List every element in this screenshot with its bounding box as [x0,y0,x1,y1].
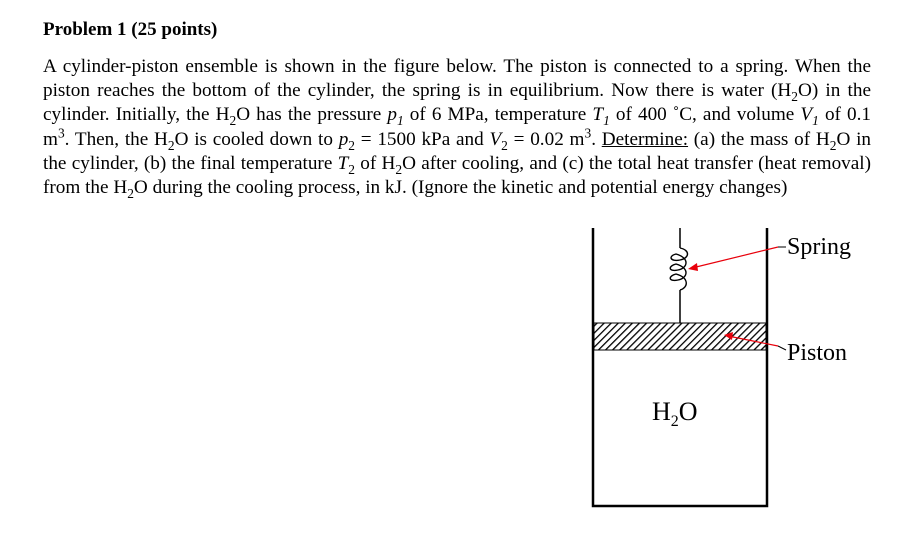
problem-statement: A cylinder-piston ensemble is shown in the figure below. The piston is connected to a spring. When the piston reaches the bottom of the cylinder, the spring is in equilibrium. Now there is water $(H_2O)$ in the cylinder. Initially, the $H_2O$ has the pressure $p_1$ of 6 MPa, temperature $T_1$ of 400 ˚C, and volume $V_1$ of 0.1 $m^3$. Then, the $H_2O$ is cooled down to $p_2 = 1500$ kPa and $V_2 = 0.02$ $m^3$. Determine: (a) the mass of $H_2O$ in the cylinder, (b) the final temperature $T_2$ of $H_2O$ after cooling, and (c) the total heat transfer (heat removal) from the $H_2O$ during the cooling process, in kJ. (Ignore the kinetic and potential energy changes) [43,56,871,201]
problem-title: Problem 1 (25 points) [43,19,218,40]
piston [594,323,766,350]
spring-arrow [692,247,778,268]
spring-arrow-head [688,263,698,271]
fluid-label: $H_2O$ [652,397,698,430]
piston-label: Piston [787,340,848,366]
determine-label: Determine: [601,128,689,150]
spring [670,248,687,290]
spring-label: Spring [787,234,852,260]
